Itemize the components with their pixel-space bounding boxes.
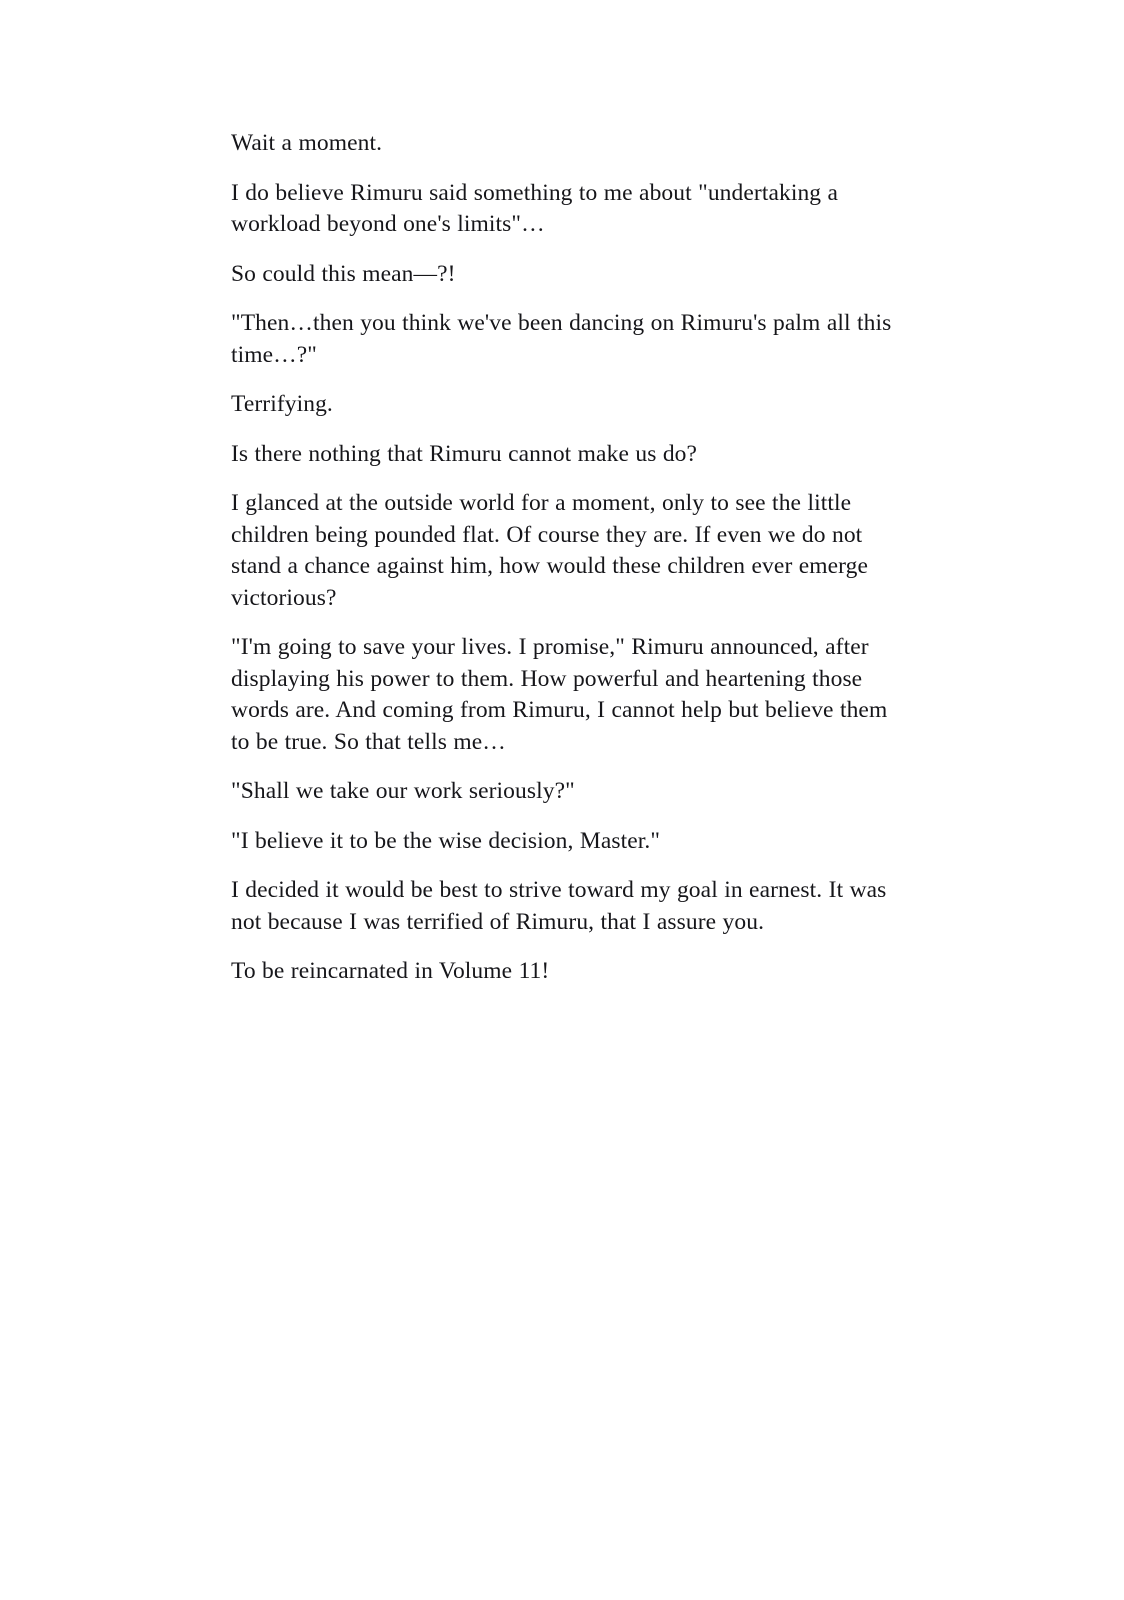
paragraph: To be reincarnated in Volume 11! bbox=[231, 958, 550, 984]
paragraph: So could this mean—?! bbox=[231, 260, 456, 287]
paragraph: Is there nothing that Rimuru cannot make us do? bbox=[231, 440, 698, 467]
paragraph: I decided it would be best to strive toward my goal in earnest. It was not because I was terrified of Rimuru, that I assure you. bbox=[231, 877, 887, 935]
body-text-column bbox=[231, 128, 893, 988]
paragraph: "Then…then you think we've been dancing on Rimuru's palm all this time…?" bbox=[231, 310, 892, 368]
paragraph: "I believe it to be the wise decision, Master." bbox=[231, 827, 661, 854]
paragraph: "Shall we take our work seriously?" bbox=[231, 778, 575, 804]
paragraph: "I'm going to save your lives. I promise," Rimuru announced, after displaying his power to them. How powerful and heartening those words are. And coming from Rimuru, I cannot help but believe them to be true. So that tells me… bbox=[231, 634, 888, 755]
paragraph: I do believe Rimuru said something to me about "undertaking a workload beyond one's limits"… bbox=[231, 179, 839, 237]
paragraph: Wait a moment. bbox=[231, 130, 383, 156]
paragraph: I glanced at the outside world for a moment, only to see the little children being pounded flat. Of course they are. If even we do not stand a chance against him, how would these children ever emerge victorious? bbox=[231, 490, 869, 611]
paragraph: Terrifying. bbox=[231, 391, 333, 417]
